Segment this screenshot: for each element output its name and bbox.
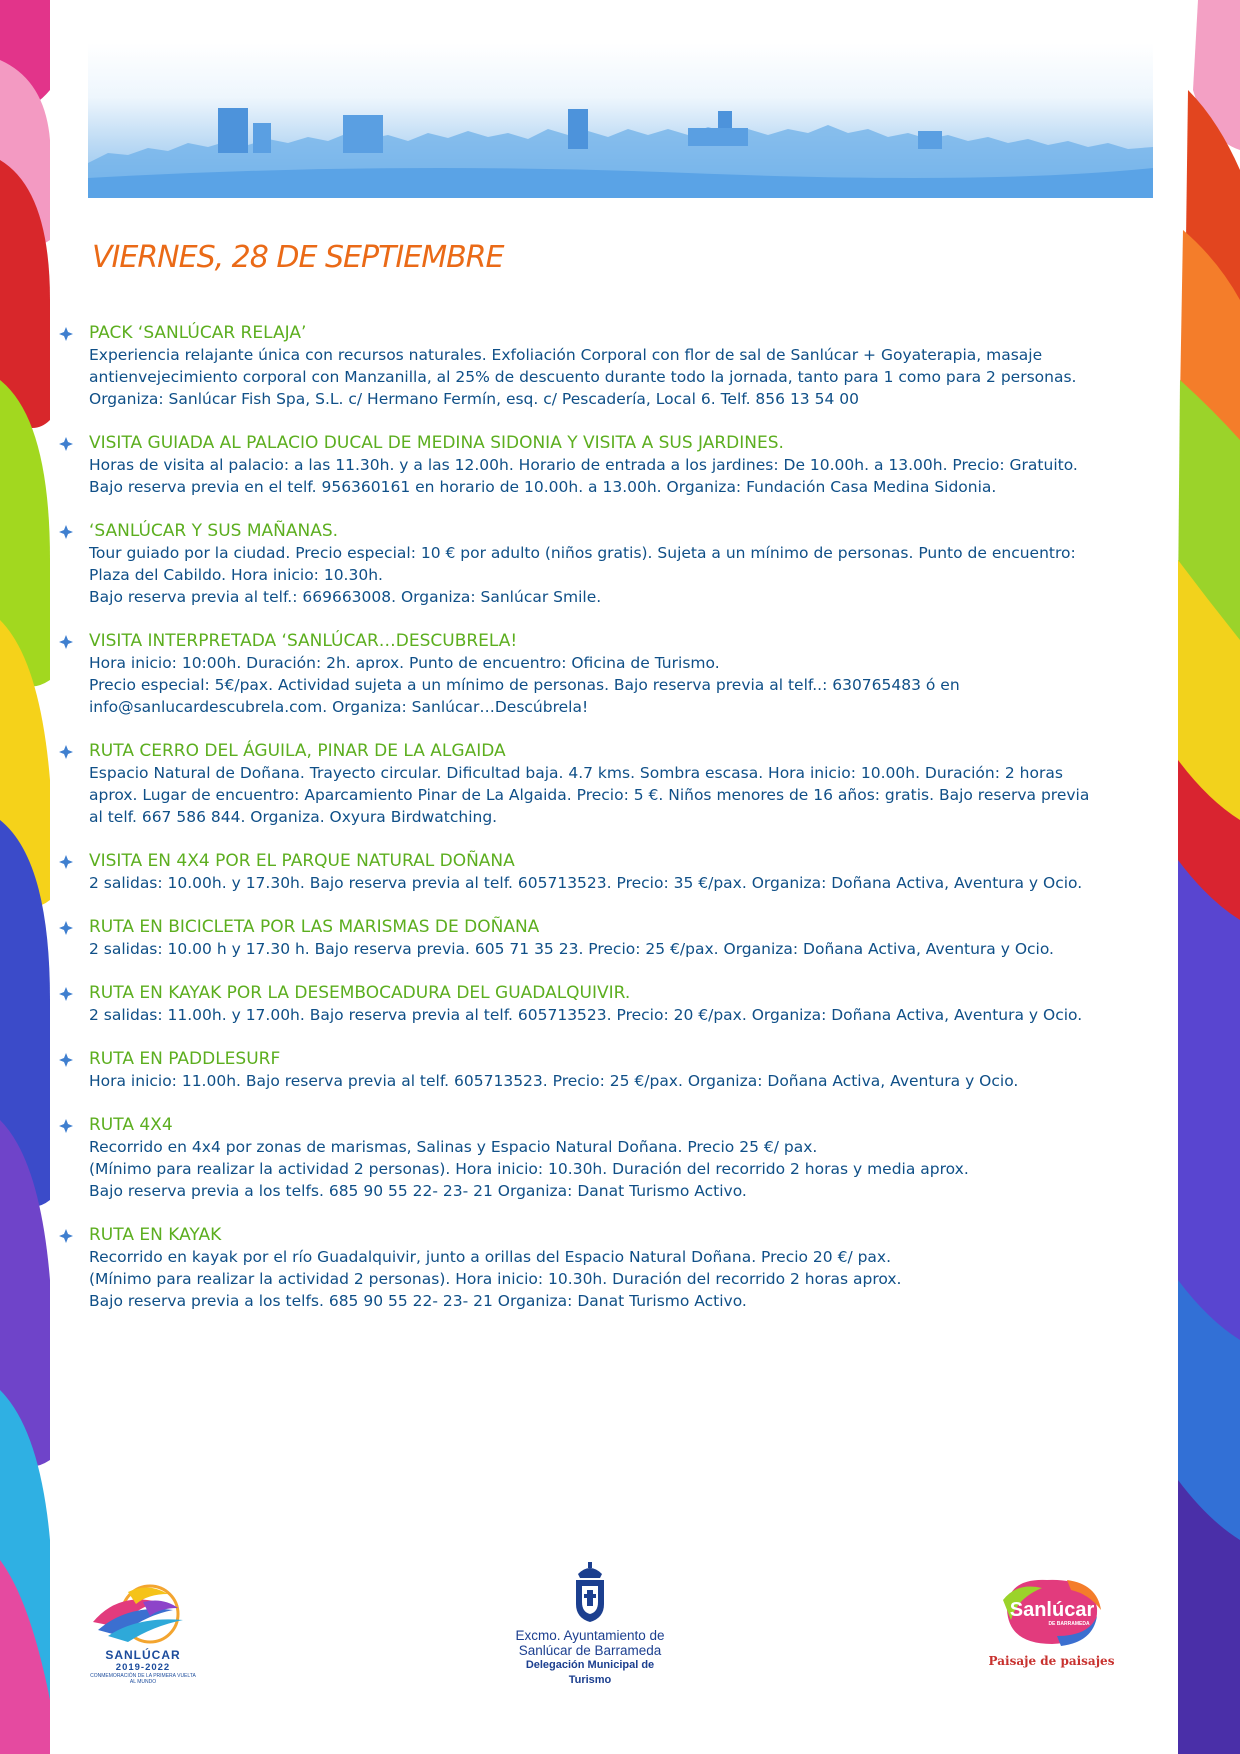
diamond-bullet-icon xyxy=(58,744,74,760)
logo-years: 2019-2022 xyxy=(115,1662,171,1673)
event-title: VISITA INTERPRETADA ‘SANLÚCAR…DESCUBRELA! xyxy=(89,631,518,651)
event-title: RUTA EN KAYAK xyxy=(89,1225,222,1245)
event-item xyxy=(58,1048,1148,1092)
event-link-text[interactable]: info@sanlucardescubrela.com. Organiza: Sanlúcar…Descúbrela! xyxy=(89,698,589,716)
event-text: Recorrido en kayak por el río Guadalquivir, junto a orillas del Espacio Natural Doñana. Precio 20 €/ pax. xyxy=(89,1248,892,1266)
event-title: ‘SANLÚCAR Y SUS MAÑANAS. xyxy=(89,521,339,541)
event-text: Espacio Natural de Doñana. Trayecto circular. Dificultad baja. 4.7 kms. Sombra escasa. Hora inicio: 10.00h. Duración: 2 horas xyxy=(89,764,1063,782)
event-text: 2 salidas: 11.00h. y 17.00h. Bajo reserva previa al telf. 605713523. Precio: 20 €/pax. Organiza: Doñana Activa, Aventura y Ocio. xyxy=(89,1006,1083,1024)
swirl-globe-icon xyxy=(88,1582,198,1644)
event-title: VISITA EN 4X4 POR EL PARQUE NATURAL DOÑANA xyxy=(89,851,515,871)
event-text: Precio especial: 5€/pax. Actividad sujeta a un mínimo de personas. Bajo reserva previa al telf..: 630765483 ó en xyxy=(89,676,960,694)
event-title: RUTA EN KAYAK POR LA DESEMBOCADURA DEL GUADALQUIVIR. xyxy=(89,983,631,1003)
coat-of-arms-icon xyxy=(570,1562,610,1624)
sanlucar-brand-icon xyxy=(997,1570,1107,1650)
logo-caption: Paisaje de paisajes xyxy=(988,1654,1115,1668)
diamond-bullet-icon xyxy=(58,1052,74,1068)
event-text: antienvejecimiento corporal con Manzanilla, al 25% de descuento durante todo la jornada, tanto para 1 como para 2 personas. xyxy=(89,368,1077,386)
events-list xyxy=(58,322,1148,1312)
event-item xyxy=(58,850,1148,894)
event-item xyxy=(58,982,1148,1026)
event-title: VISITA GUIADA AL PALACIO DUCAL DE MEDINA SIDONIA Y VISITA A SUS JARDINES. xyxy=(89,433,784,453)
event-title: RUTA CERRO DEL ÁGUILA, PINAR DE LA ALGAIDA xyxy=(89,741,506,761)
event-title: PACK ‘SANLÚCAR RELAJA’ xyxy=(89,323,307,343)
event-text: Tour guiado por la ciudad. Precio especial: 10 € por adulto (niños gratis). Sujeta a un mínimo de personas. Punto de encuentro: xyxy=(89,544,1076,562)
ayuntamiento-line2: Sanlúcar de Barrameda xyxy=(518,1643,662,1658)
svg-text:DE BARRAMEDA: DE BARRAMEDA xyxy=(1047,1621,1090,1627)
event-text: Experiencia relajante única con recursos naturales. Exfoliación Corporal con flor de sal de Sanlúcar + Goyaterapia, masaje xyxy=(89,346,1043,364)
event-item xyxy=(58,740,1148,828)
event-text: Bajo reserva previa a los telfs. 685 90 55 22- 23- 21 Organiza: Danat Turismo Activo. xyxy=(89,1182,747,1200)
event-text: Bajo reserva previa al telf.: 669663008. Organiza: Sanlúcar Smile. xyxy=(89,588,602,606)
sanlucar-2019-2022-logo xyxy=(88,1582,198,1685)
logo-tagline: CONMEMORACIÓN DE LA PRIMERA VUELTA AL MUNDO xyxy=(90,1673,196,1685)
ayuntamiento-line1: Excmo. Ayuntamiento de xyxy=(515,1628,665,1643)
ayuntamiento-line3: Delegación Municipal de Turismo xyxy=(525,1659,655,1686)
city-skyline-banner xyxy=(88,43,1153,198)
left-decorative-band xyxy=(0,0,50,1754)
event-text: aprox. Lugar de encuentro: Aparcamiento Pinar de La Algaida. Precio: 5 €. Niños menores de 16 años: gratis. Bajo reserva previa xyxy=(89,786,1090,804)
diamond-bullet-icon xyxy=(58,986,74,1002)
event-item xyxy=(58,1114,1148,1202)
event-title: RUTA 4X4 xyxy=(89,1115,173,1135)
sanlucar-paisaje-logo xyxy=(985,1570,1118,1680)
event-text: 2 salidas: 10.00 h y 17.30 h. Bajo reserva previa. 605 71 35 23. Precio: 25 €/pax. Organiza: Doñana Activa, Aventura y Ocio. xyxy=(89,940,1054,958)
event-text: (Mínimo para realizar la actividad 2 personas). Hora inicio: 10.30h. Duración del recorrido 2 horas y media aprox. xyxy=(89,1160,969,1178)
logo-name: SANLÚCAR xyxy=(105,1648,181,1662)
event-item xyxy=(58,1224,1148,1312)
event-text: (Mínimo para realizar la actividad 2 personas). Hora inicio: 10.30h. Duración del recorrido 2 horas aprox. xyxy=(89,1270,902,1288)
event-item xyxy=(58,520,1148,608)
event-text: al telf. 667 586 844. Organiza. Oxyura Birdwatching. xyxy=(89,808,498,826)
diamond-bullet-icon xyxy=(58,854,74,870)
diamond-bullet-icon xyxy=(58,524,74,540)
diamond-bullet-icon xyxy=(58,326,74,342)
event-text: Plaza del Cabildo. Hora inicio: 10.30h. xyxy=(89,566,383,584)
event-text: Bajo reserva previa a los telfs. 685 90 55 22- 23- 21 Organiza: Danat Turismo Activo. xyxy=(89,1292,747,1310)
diamond-bullet-icon xyxy=(58,920,74,936)
event-item xyxy=(58,432,1148,498)
diamond-bullet-icon xyxy=(58,1118,74,1134)
event-text: Bajo reserva previa en el telf. 956360161 en horario de 10.00h. a 13.00h. Organiza: Fundación Casa Medina Sidonia. xyxy=(89,478,997,496)
event-item xyxy=(58,322,1148,410)
right-decorative-band xyxy=(1178,0,1240,1754)
page-title: VIERNES, 28 DE SEPTIEMBRE xyxy=(92,240,504,275)
event-item xyxy=(58,916,1148,960)
event-text: Hora inicio: 10:00h. Duración: 2h. aprox. Punto de encuentro: Oficina de Turismo. xyxy=(89,654,720,672)
event-text: Recorrido en 4x4 por zonas de marismas, Salinas y Espacio Natural Doñana. Precio 25 €/ pax. xyxy=(89,1138,818,1156)
diamond-bullet-icon xyxy=(58,634,74,650)
svg-text:Sanlúcar: Sanlúcar xyxy=(1009,1599,1094,1621)
diamond-bullet-icon xyxy=(58,1228,74,1244)
event-text: Hora inicio: 11.00h. Bajo reserva previa al telf. 605713523. Precio: 25 €/pax. Organiza: Doñana Activa, Aventura y Ocio. xyxy=(89,1072,1019,1090)
event-item xyxy=(58,630,1148,718)
ayuntamiento-logo xyxy=(505,1562,675,1686)
event-title: RUTA EN PADDLESURF xyxy=(89,1049,281,1069)
event-text: Horas de visita al palacio: a las 11.30h. y a las 12.00h. Horario de entrada a los jardines: De 10.00h. a 13.00h. Precio: Gratuito. xyxy=(89,456,1078,474)
event-title: RUTA EN BICICLETA POR LAS MARISMAS DE DOÑANA xyxy=(89,917,540,937)
event-text: 2 salidas: 10.00h. y 17.30h. Bajo reserva previa al telf. 605713523. Precio: 35 €/pax. Organiza: Doñana Activa, Aventura y Ocio. xyxy=(89,874,1083,892)
diamond-bullet-icon xyxy=(58,436,74,452)
event-text: Organiza: Sanlúcar Fish Spa, S.L. c/ Hermano Fermín, esq. c/ Pescadería, Local 6. Telf. 856 13 54 00 xyxy=(89,390,859,408)
